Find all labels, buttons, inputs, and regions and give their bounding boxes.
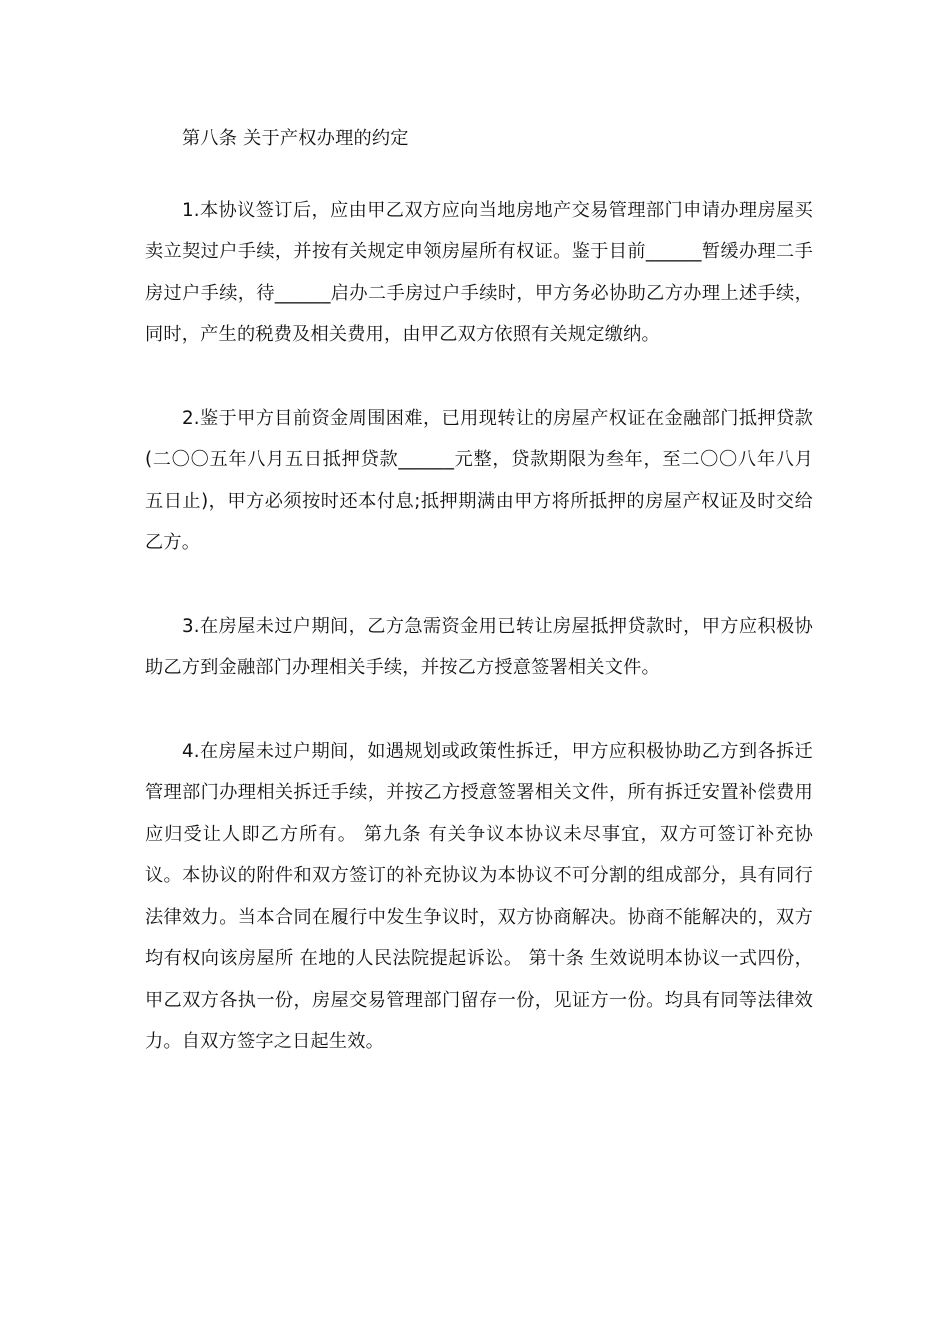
paragraph-2: 2.鉴于甲方目前资金周围困难，已用现转让的房屋产权证在金融部门抵押贷款(二〇〇五年八月五日抵押贷款______元整，贷款期限为叁年，至二〇〇八年八月五日止)，甲方必须按时还本付息;抵押期满由甲方将所抵押的房屋产权证及时交给乙方。: [145, 407, 813, 553]
paragraph-3: 3.在房屋未过户期间，乙方急需资金用已转让房屋抵押贷款时，甲方应积极协助乙方到金融部门办理相关手续，并按乙方授意签署相关文件。: [145, 615, 813, 678]
document-body: [145, 118, 813, 1063]
paragraph-1: 1.本协议签订后，应由甲乙双方应向当地房地产交易管理部门申请办理房屋买卖立契过户手续，并按有关规定申领房屋所有权证。鉴于目前______暂缓办理二手房过户手续，待______启办二手房过户手续时，甲方务必协助乙方办理上述手续，同时，产生的税费及相关费用，由甲乙双方依照有关规定缴纳。: [145, 199, 813, 345]
section-heading: 第八条 关于产权办理的约定: [182, 128, 409, 149]
paragraph-4: 4.在房屋未过户期间，如遇规划或政策性拆迁，甲方应积极协助乙方到各拆迁管理部门办理相关拆迁手续，并按乙方授意签署相关文件，所有拆迁安置补偿费用应归受让人即乙方所有。 第九条 有关争议本协议未尽事宜，双方可签订补充协议。本协议的附件和双方签订的补充协议为本协议不可分割的组成部分，具有同行法律效力。当本合同在履行中发生争议时，双方协商解决。协商不能解决的，双方均有权向该房屋所 在地的人民法院提起诉讼。 第十条 生效说明本协议一式四份，甲乙双方各执一份，房屋交易管理部门留存一份，见证方一份。均具有同等法律效力。自双方签字之日起生效。: [145, 740, 813, 1052]
